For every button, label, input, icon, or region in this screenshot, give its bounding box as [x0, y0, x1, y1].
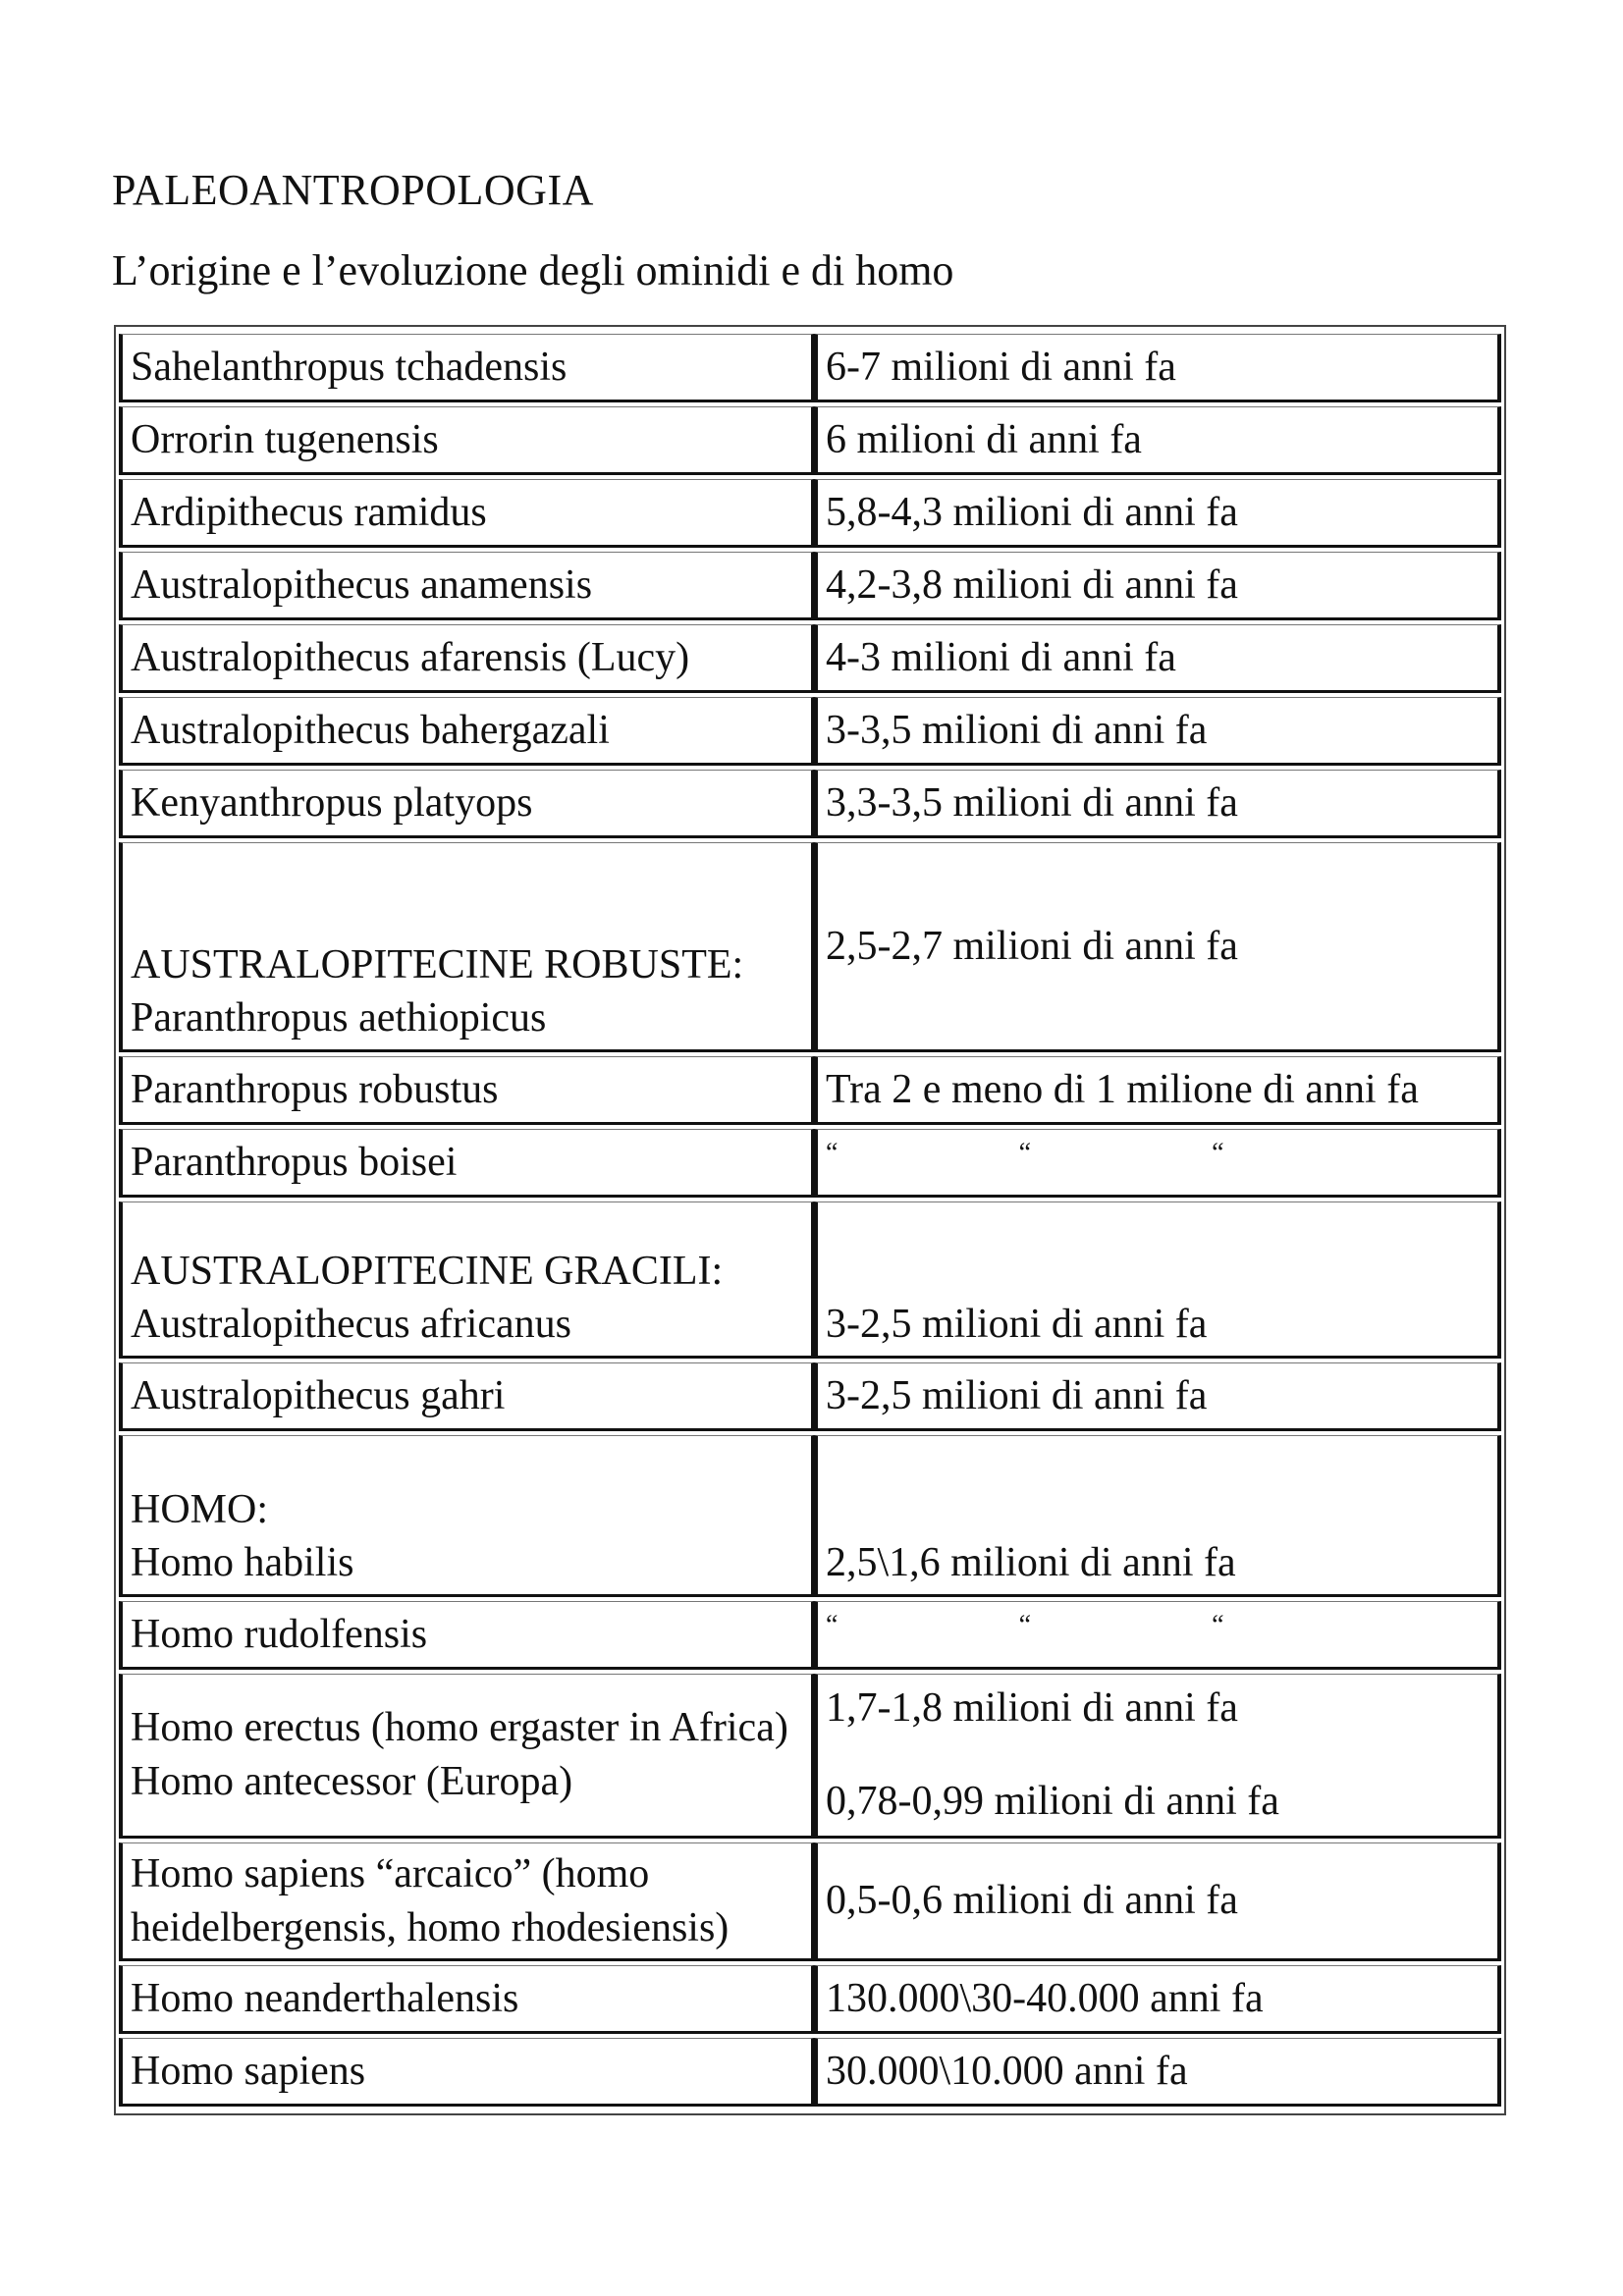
- table-row: [119, 1129, 1501, 1198]
- date-cell-ditto: [814, 1129, 1501, 1198]
- group-heading: HOMO:: [131, 1486, 269, 1532]
- table-row: [119, 1056, 1501, 1125]
- date-cell: Tra 2 e meno di 1 milione di anni fa: [814, 1056, 1501, 1125]
- group-heading: AUSTRALOPITECINE ROBUSTE:: [131, 941, 744, 988]
- date-cell: 2,5-2,7 milioni di anni fa: [814, 842, 1501, 1052]
- date-cell: 3,3-3,5 milioni di anni fa: [814, 770, 1501, 838]
- table-row: [119, 1601, 1501, 1670]
- species-name-2: Homo antecessor (Europa): [131, 1759, 573, 1804]
- species-name: Homo habilis: [131, 1540, 354, 1586]
- species-cell: Australopithecus bahergazali: [119, 697, 814, 766]
- table-row: [119, 770, 1501, 838]
- table-row: [119, 552, 1501, 620]
- table-row: [119, 1201, 1501, 1359]
- species-group-cell: [119, 1201, 814, 1359]
- date-group-cell: [814, 1674, 1501, 1839]
- species-name: Paranthropus aethiopicus: [131, 995, 547, 1041]
- species-cell: Paranthropus robustus: [119, 1056, 814, 1125]
- species-cell: Orrorin tugenensis: [119, 406, 814, 475]
- ditto-marks: “ “ “: [826, 1610, 1224, 1640]
- date-cell-ditto: [814, 1601, 1501, 1670]
- table-row: [119, 479, 1501, 548]
- date-cell: 3-3,5 milioni di anni fa: [814, 697, 1501, 766]
- species-cell: Homo neanderthalensis: [119, 1965, 814, 2034]
- date-cell: 4-3 milioni di anni fa: [814, 624, 1501, 693]
- table-row: [119, 334, 1501, 402]
- species-group-cell: [119, 1435, 814, 1597]
- species-cell: Kenyanthropus platyops: [119, 770, 814, 838]
- table-row: [119, 1842, 1501, 1961]
- date-cell: 2,5\1,6 milioni di anni fa: [814, 1435, 1501, 1597]
- species-cell: Australopithecus anamensis: [119, 552, 814, 620]
- date-value: 1,7-1,8 milioni di anni fa: [826, 1685, 1238, 1732]
- table-row: [119, 1674, 1501, 1839]
- species-name: Australopithecus africanus: [131, 1302, 572, 1348]
- document-subtitle: L’origine e l’evoluzione degli ominidi e di homo: [112, 246, 954, 294]
- table-row: [119, 1435, 1501, 1597]
- species-cell: Australopithecus afarensis (Lucy): [119, 624, 814, 693]
- species-name: Homo erectus (homo ergaster in Africa): [131, 1705, 788, 1751]
- species-group-cell: [119, 1674, 814, 1839]
- species-cell: Australopithecus gahri: [119, 1362, 814, 1431]
- species-cell: Sahelanthropus tchadensis: [119, 334, 814, 402]
- date-cell: 5,8-4,3 milioni di anni fa: [814, 479, 1501, 548]
- table-row: [119, 1362, 1501, 1431]
- table-row: [119, 406, 1501, 475]
- date-cell: 3-2,5 milioni di anni fa: [814, 1362, 1501, 1431]
- date-cell: 4,2-3,8 milioni di anni fa: [814, 552, 1501, 620]
- group-heading: AUSTRALOPITECINE GRACILI:: [131, 1248, 724, 1294]
- date-cell: 30.000\10.000 anni fa: [814, 2038, 1501, 2107]
- species-cell: Homo sapiens “arcaico” (homo heidelbergensis, homo rhodesiensis): [119, 1842, 814, 1961]
- date-cell: 0,5-0,6 milioni di anni fa: [814, 1842, 1501, 1961]
- ditto-marks: “ “ “: [826, 1138, 1224, 1168]
- table-row: [119, 624, 1501, 693]
- species-cell: Homo rudolfensis: [119, 1601, 814, 1670]
- date-value-2: 0,78-0,99 milioni di anni fa: [826, 1779, 1279, 1824]
- species-cell: Paranthropus boisei: [119, 1129, 814, 1198]
- date-cell: 6-7 milioni di anni fa: [814, 334, 1501, 402]
- date-cell: 6 milioni di anni fa: [814, 406, 1501, 475]
- date-cell: 3-2,5 milioni di anni fa: [814, 1201, 1501, 1359]
- table-row: [119, 697, 1501, 766]
- species-cell: Homo sapiens: [119, 2038, 814, 2107]
- table-row: [119, 1965, 1501, 2034]
- table-row: [119, 842, 1501, 1052]
- document-title: PALEOANTROPOLOGIA: [112, 166, 594, 214]
- hominid-timeline-table: [114, 325, 1506, 2115]
- date-cell: 130.000\30-40.000 anni fa: [814, 1965, 1501, 2034]
- species-group-cell: [119, 842, 814, 1052]
- species-cell: Ardipithecus ramidus: [119, 479, 814, 548]
- table-row: [119, 2038, 1501, 2107]
